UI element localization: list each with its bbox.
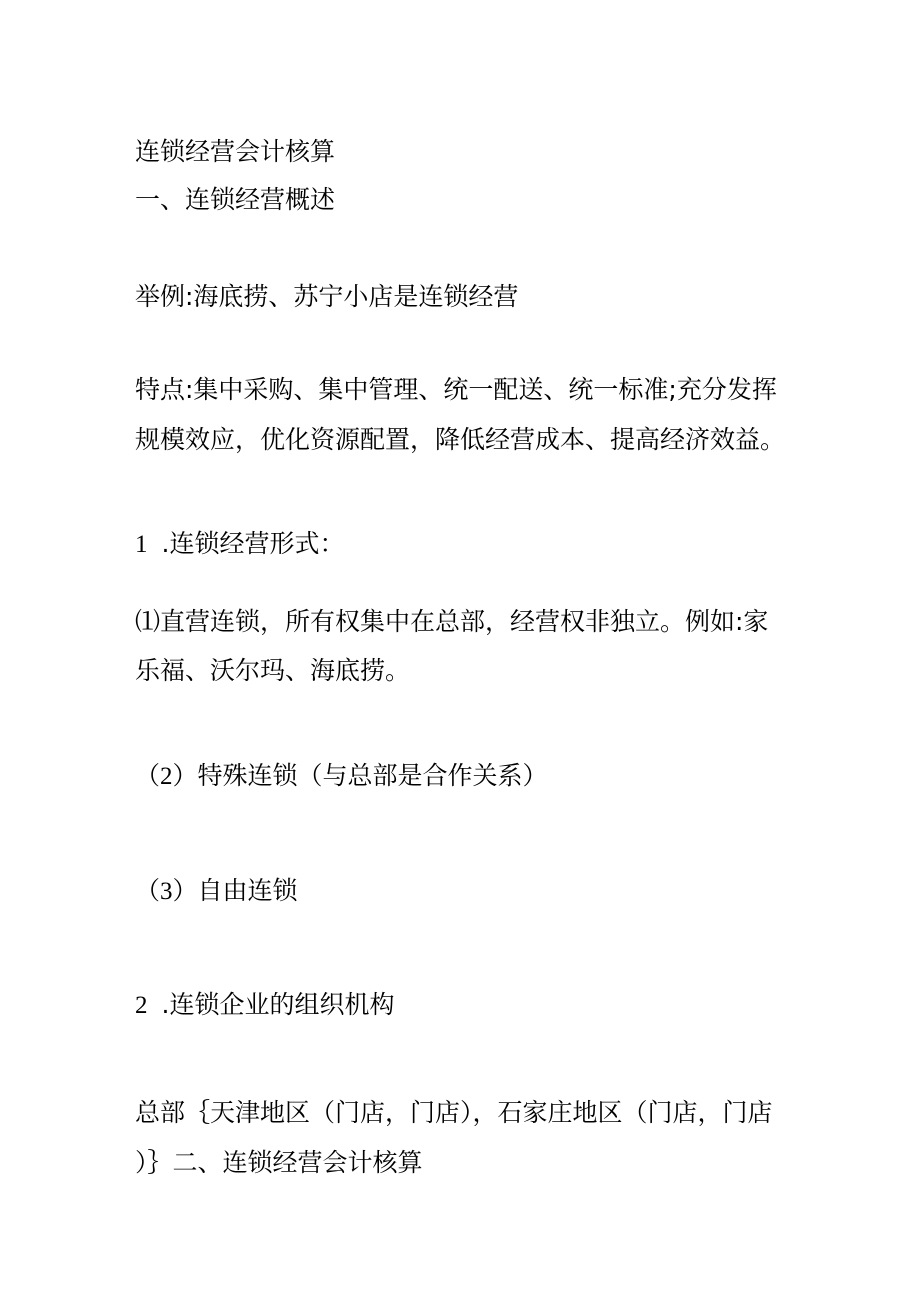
org-structure-line-2: ）｝二、连锁经营会计核算: [135, 1148, 423, 1177]
list-item-forms: [135, 527, 344, 562]
list-item-number: 2: [135, 992, 148, 1019]
features-paragraph-line-2: 规模效应，优化资源配置，降低经营成本、提高经济效益。: [135, 425, 786, 454]
list-item-text: .连锁企业的组织机构: [161, 990, 395, 1019]
list-item-organization: [135, 988, 394, 1023]
features-paragraph-line-1: 特点:集中采购、集中管理、统一配送、统一标准;充分发挥: [135, 375, 777, 404]
sub-item-text: ）特殊连锁（与总部是合作关系）: [172, 761, 548, 790]
list-item-text: .连锁经营形式：: [161, 529, 345, 558]
sub-item-free: [135, 874, 298, 909]
sub-item-special: [135, 759, 548, 794]
list-item-number: 1: [135, 531, 148, 558]
paren-open: （: [135, 876, 161, 905]
sub-item-direct-line-2: 乐福、沃尔玛、海底捞。: [135, 656, 411, 685]
section-heading-overview: 一、连锁经营概述: [135, 185, 336, 214]
paren-open: （: [135, 761, 161, 790]
document-title: 连锁经营会计核算: [135, 137, 336, 166]
sub-item-number: 3: [160, 878, 173, 905]
sub-item-number: 2: [160, 763, 173, 790]
org-structure-line-1: 总部｛天津地区（门店，门店），石家庄地区（门店，门店: [135, 1098, 773, 1127]
example-paragraph: 举例:海底捞、苏宁小店是连锁经营: [135, 282, 519, 311]
sub-item-text: ）自由连锁: [172, 876, 298, 905]
sub-item-direct-line-1: ⑴直营连锁，所有权集中在总部，经营权非独立。例如:家: [135, 607, 769, 636]
